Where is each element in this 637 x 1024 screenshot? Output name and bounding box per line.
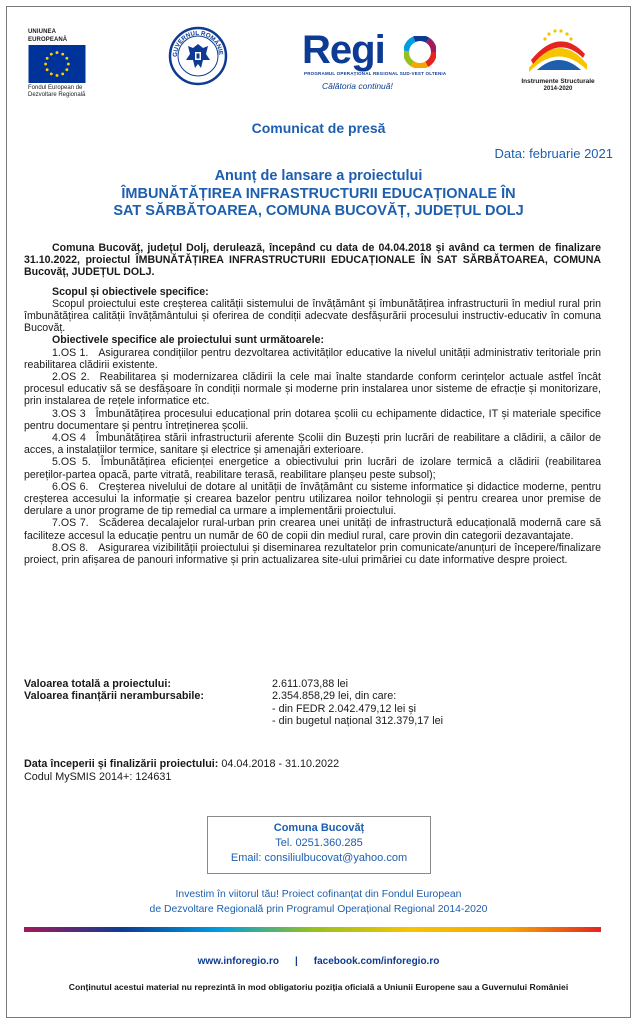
objective-item bbox=[24, 517, 601, 541]
eu-star-icon bbox=[44, 63, 47, 66]
cofinancing-line-1: Investim în viitorul tău! Proiect cofinanțat din Fondul European bbox=[175, 889, 462, 900]
rainbow-divider bbox=[24, 927, 601, 932]
eu-star-icon bbox=[56, 74, 59, 77]
government-seal-text: GUVERNUL ROMÂNIE bbox=[171, 29, 225, 58]
eu-flag-icon bbox=[28, 45, 86, 83]
objective-text: Scăderea decalajelor rural-urban prin crearea unei unități de infrastructură educațională modernă care să faciliteze accesul la educație pentru un număr de 60 de copii din mediul rural, care provin din categorii dezavantajate. bbox=[24, 517, 601, 542]
scope-title: Scopul și obiectivele specifice: bbox=[52, 285, 209, 298]
structural-instruments-years: 2014-2020 bbox=[543, 86, 573, 92]
structural-instruments-logo bbox=[518, 24, 598, 102]
eu-star-icon bbox=[56, 51, 59, 54]
project-dates bbox=[24, 758, 601, 783]
announcement-line-1: Anunț de lansare a proiectului bbox=[214, 168, 423, 184]
objective-item bbox=[24, 408, 601, 432]
objective-text: Îmbunătățirea stării infrastructurii aferente Școlii din Buzești prin lucrări de reabilitare a clădirii, a căilor de acces, a instalațiilor termice, sanitare și electrice și amenajări exterioare. bbox=[24, 432, 601, 457]
contact-phone: Tel. 0251.360.285 bbox=[275, 837, 363, 849]
eu-star-icon bbox=[50, 53, 53, 56]
objective-number: 2.OS 2. bbox=[52, 371, 90, 384]
objectives-list bbox=[24, 347, 601, 567]
regio-wheel-icon bbox=[404, 36, 436, 68]
objective-number: 6.OS 6. bbox=[52, 480, 89, 493]
nonrefundable-value: 2.354.858,29 lei, din care: bbox=[272, 690, 397, 703]
announcement-line-2: ÎMBUNĂTĂȚIREA INFRASTRUCTURII EDUCAȚIONALE ÎN bbox=[121, 185, 516, 202]
national-budget-value: - din bugetul național 312.379,17 lei bbox=[272, 715, 444, 728]
regio-program-text: PROGRAMUL OPERAȚIONAL REGIONAL SUD-VEST OLTENIA bbox=[304, 71, 447, 76]
footer-links bbox=[0, 956, 637, 967]
objective-text: Îmbunătățirea eficienței energetice a obiectivului prin lucrări de izolare termică a clădirii (reabilitarea pereților-partea opacă, parte vitrată, reabilitare terasă, reabilitare planșeu peste subsol); bbox=[24, 456, 602, 481]
objective-item bbox=[24, 481, 601, 518]
project-period-value: 04.04.2018 - 31.10.2022 bbox=[221, 758, 340, 770]
fedr-row bbox=[24, 703, 601, 715]
contact-box bbox=[207, 816, 431, 874]
cofinancing-line-2: de Dezvoltare Regională prin Programul Operațional Regional 2014-2020 bbox=[149, 904, 488, 915]
objective-item bbox=[24, 347, 601, 371]
eu-star-icon bbox=[65, 57, 68, 60]
structural-instruments-label: Instrumente Structurale bbox=[521, 78, 595, 85]
eu-star-icon bbox=[46, 57, 49, 60]
press-release-body bbox=[24, 242, 601, 566]
objective-item bbox=[24, 456, 601, 480]
link-separator: | bbox=[294, 956, 298, 967]
objective-number: 8.OS 8. bbox=[52, 541, 89, 554]
objective-number: 1.OS 1. bbox=[52, 346, 89, 359]
objectives-title: Obiectivele specifice ale proiectului sunt următoarele: bbox=[52, 334, 324, 347]
objective-number: 7.OS 7. bbox=[52, 517, 89, 530]
project-period-row bbox=[24, 758, 601, 771]
nonrefundable-value-row bbox=[24, 690, 601, 702]
press-release-title: Comunicat de presă bbox=[251, 120, 386, 136]
project-announcement-heading bbox=[0, 168, 637, 221]
eu-logo bbox=[28, 28, 94, 99]
objective-text: Asigurarea condițiilor pentru dezvoltarea activităților educative la nivelul unității administrativ teritoriale prin reabilitarea clădirii existente. bbox=[24, 346, 602, 371]
objective-number: 4.OS 4 bbox=[52, 432, 86, 445]
project-period-label: Data începerii și finalizării proiectului: bbox=[24, 758, 219, 770]
website-link[interactable]: www.inforegio.ro bbox=[197, 956, 279, 967]
disclaimer: Conținutul acestui material nu reprezintă în mod obligatoriu poziția oficială a Uniunii Europene sau a Guvernului României bbox=[68, 982, 569, 992]
eu-star-icon bbox=[50, 72, 53, 75]
objective-number: 5.OS 5. bbox=[52, 456, 91, 469]
total-value: 2.611.073,88 lei bbox=[272, 678, 349, 690]
eu-logo-caption: Fondul European de Dezvoltare Regională bbox=[28, 85, 86, 98]
contact-name: Comuna Bucovăț bbox=[273, 822, 365, 834]
objective-text: Creșterea nivelului de dotare al unității de învățământ cu sisteme informatice și didactice moderne, pentru creșterea accesului la informație și crearea bazelor pentru utilizarea noilor tehnologii și pentru crearea unor premise de derulare a unor programe de tip remedial ca urmare a implementării proiectului. bbox=[24, 480, 601, 518]
total-value-row bbox=[24, 678, 601, 690]
eu-logo-title: UNIUNEA EUROPEANĂ bbox=[28, 29, 68, 43]
national-budget-row bbox=[24, 715, 601, 727]
eu-star-icon bbox=[61, 53, 64, 56]
objective-number: 3.OS 3 bbox=[52, 407, 86, 420]
objective-item bbox=[24, 371, 601, 408]
project-values bbox=[24, 678, 601, 728]
intro-paragraph: Comuna Bucovăț, județul Dolj, derulează, începând cu data de 04.04.2018 și având ca termen de finalizare 31.10.2022, proiectul ÎMBUNĂTĂȚIREA INFRASTRUCTURII EDUCAȚIONALE ÎN SAT SĂRBĂTOAREA, COMUNA Bucovăț, JUDEȚUL DOLJ. bbox=[24, 242, 601, 279]
nonrefundable-value-label: Valoarea finanțării nerambursabile: bbox=[24, 690, 205, 703]
cofinancing-statement bbox=[0, 887, 637, 917]
objective-text: Reabilitarea și modernizarea clădirii la cele mai înalte standarde conform cerințelor actuale astfel încât procesul educativ să se desfășoare în condiții normale și moderne prin instalarea unor sisteme de efracție și monitorizare, prin instalarea de rețele informatice etc. bbox=[24, 371, 602, 408]
eu-star-icon bbox=[61, 72, 64, 75]
regio-tagline: Călătoria continuă! bbox=[322, 81, 393, 91]
scope-paragraph: Scopul proiectului este creșterea calității sistemului de învățământ și îmbunătățirea infrastructurii în mediul rural prin îmbunătățirea calității învățământului și oferirea de condiții adecvate desfășurării procesului instructiv-educativ în comuna Bucovăț. bbox=[24, 297, 601, 335]
objective-item bbox=[24, 432, 601, 456]
regio-logo bbox=[300, 28, 447, 100]
government-seal-icon bbox=[168, 26, 228, 86]
structural-instruments-icon bbox=[523, 24, 593, 76]
eu-star-icon bbox=[65, 68, 68, 71]
mysmis-code: Codul MySMIS 2014+: 124631 bbox=[24, 770, 172, 783]
facebook-link[interactable]: facebook.com/inforegio.ro bbox=[313, 956, 440, 967]
fedr-value: - din FEDR 2.042.479,12 lei și bbox=[272, 702, 417, 715]
eu-star-icon bbox=[46, 68, 49, 71]
release-date: Data: februarie 2021 bbox=[494, 146, 613, 161]
objective-text: Asigurarea vizibilității proiectului și diseminarea rezultatelor prin comunicate/anunțuri de începere/finalizare proiect, prin afișarea de panouri informative și prin actualizarea site-ului primăriei cu date informative despre proiect. bbox=[24, 541, 601, 567]
announcement-line-3: SAT SĂRBĂTOAREA, COMUNA BUCOVĂȚ, JUDEȚUL DOLJ bbox=[113, 203, 524, 219]
header-logos bbox=[0, 0, 637, 112]
total-value-label: Valoarea totală a proiectului: bbox=[24, 678, 172, 690]
eu-star-icon bbox=[67, 63, 70, 66]
contact-email: Email: consiliulbucovat@yahoo.com bbox=[230, 852, 408, 864]
objective-text: Îmbunătățirea procesului educațional prin dotarea școlii cu echipamente didactice, IT și materiale specifice pentru documentare și pentru întreținerea școlii. bbox=[24, 407, 602, 432]
regio-wordmark: Regi bbox=[302, 28, 385, 72]
objective-item bbox=[24, 542, 601, 566]
